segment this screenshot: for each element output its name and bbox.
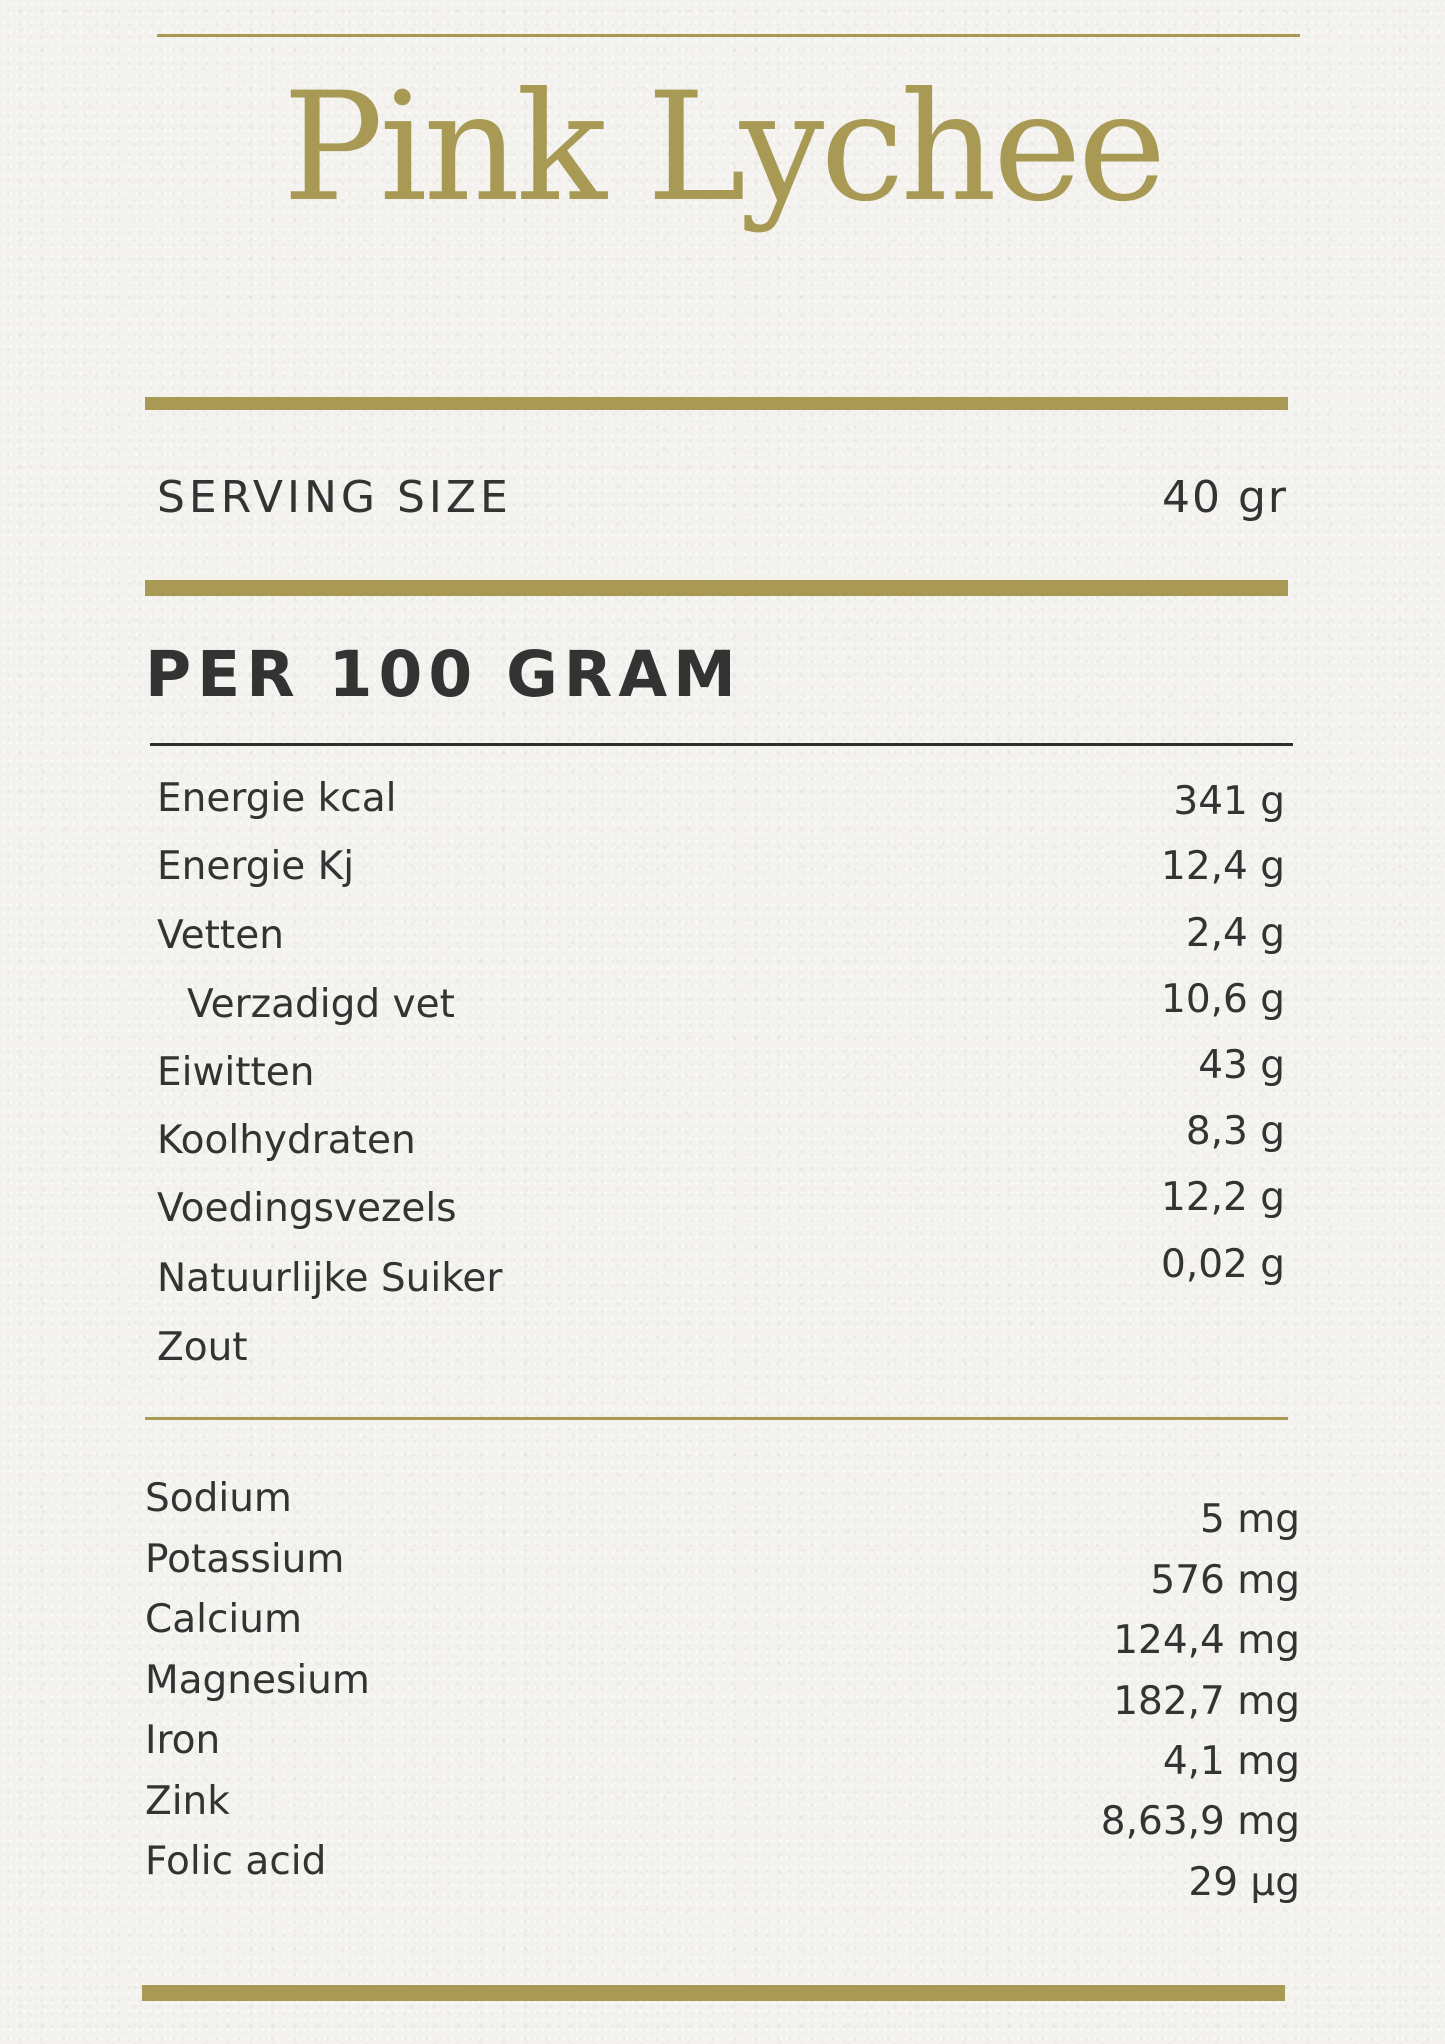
mineral-label-calcium: Calcium [145, 1597, 302, 1642]
mineral-label-zink: Zink [145, 1779, 230, 1824]
nutrient-label-energie-kj: Energie Kj [157, 844, 355, 889]
mineral-value-magnesium: 182,7 mg [1113, 1679, 1300, 1724]
nutrient-value-energie-kcal: 341 g [1173, 779, 1285, 824]
nutrient-value-verzadigd-vet: 10,6 g [1161, 977, 1285, 1022]
mineral-value-sodium: 5 mg [1200, 1497, 1300, 1542]
nutrient-label-verzadigd-vet: Verzadigd vet [187, 982, 455, 1027]
mineral-label-sodium: Sodium [145, 1476, 292, 1521]
rule-below-serving [145, 580, 1288, 596]
nutrient-label-eiwitten: Eiwitten [157, 1050, 315, 1095]
nutrient-value-koolhydraten: 8,3 g [1185, 1109, 1285, 1154]
mineral-value-folic-acid: 29 µg [1188, 1860, 1300, 1905]
mineral-value-zink: 8,63,9 mg [1100, 1799, 1300, 1844]
per-100-gram-heading: PER 100 GRAM [145, 638, 742, 711]
nutrient-label-natuurlijke-suiker: Natuurlijke Suiker [157, 1256, 503, 1301]
minerals-divider [145, 1417, 1288, 1420]
nutrient-value-energie-kj: 12,4 g [1161, 844, 1285, 889]
nutrient-label-energie-kcal: Energie kcal [157, 776, 397, 821]
mineral-value-calcium: 124,4 mg [1113, 1618, 1300, 1663]
mineral-label-potassium: Potassium [145, 1537, 345, 1582]
top-thin-rule [157, 34, 1300, 37]
nutrient-value-natuurlijke-suiker: 0,02 g [1161, 1242, 1285, 1287]
serving-size-value: 40 gr [1162, 472, 1288, 523]
bottom-thick-rule [142, 1985, 1285, 2001]
mineral-label-folic-acid: Folic acid [145, 1839, 327, 1884]
rule-above-serving [145, 397, 1288, 410]
nutrient-value-voedingsvezels: 12,2 g [1161, 1175, 1285, 1220]
nutrient-label-koolhydraten: Koolhydraten [157, 1118, 416, 1163]
mineral-value-iron: 4,1 mg [1162, 1739, 1300, 1784]
nutrient-label-zout: Zout [157, 1325, 248, 1370]
nutrient-label-vetten: Vetten [157, 913, 284, 958]
nutrient-value-vetten: 2,4 g [1185, 911, 1285, 956]
product-title: Pink Lychee [282, 61, 1163, 235]
serving-size-label: SERVING SIZE [157, 472, 512, 523]
mineral-label-magnesium: Magnesium [145, 1658, 370, 1703]
mineral-label-iron: Iron [145, 1718, 221, 1763]
nutrient-label-voedingsvezels: Voedingsvezels [157, 1186, 457, 1231]
mineral-value-potassium: 576 mg [1150, 1558, 1300, 1603]
nutrient-value-eiwitten: 43 g [1198, 1043, 1285, 1088]
nutrients-divider [150, 743, 1293, 746]
